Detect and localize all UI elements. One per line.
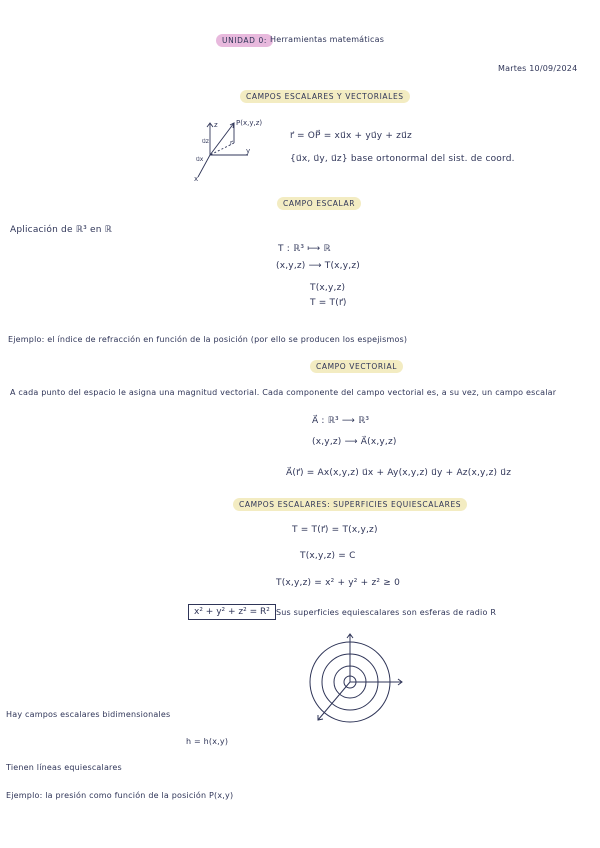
pressure-example: Ejemplo: la presión como función de la posición P(x,y)	[6, 791, 234, 800]
scalar-example: Ejemplo: el índice de refracción en función de la posición (por ello se producen los espejismos)	[8, 335, 408, 344]
sphere-equation-box: x² + y² + z² = R²	[188, 604, 276, 620]
position-vector-equation: r⃗ = OP⃗ = xu⃗x + yu⃗y + zu⃗z	[290, 131, 412, 141]
concentric-circles-diagram	[302, 634, 402, 734]
section-title-equiscalar-surfaces: CAMPOS ESCALARES: SUPERFICIES EQUIESCALARES	[233, 498, 467, 511]
h-function-equation: h = h(x,y)	[186, 737, 229, 746]
equiscalar-eq-3: T(x,y,z) = x² + y² + z² ≥ 0	[276, 578, 400, 588]
unit-badge: UNIDAD 0:	[216, 34, 273, 47]
vector-field-intro: A cada punto del espacio le asigna una magnitud vectorial. Cada componente del campo vectorial es, a su vez, un campo escalar	[10, 388, 557, 397]
scalar-map-line2: (x,y,z) ⟶ T(x,y,z)	[276, 261, 360, 271]
axis-label-x: x	[194, 175, 199, 183]
scalar-map-line1: T : ℝ³ ⟼ ℝ	[278, 244, 331, 254]
point-label-p: P(x,y,z)	[236, 119, 263, 127]
scalar-field-intro: Aplicación de ℝ³ en ℝ	[10, 225, 112, 235]
vector-map-line1: A⃗ : ℝ³ ⟶ ℝ³	[312, 416, 370, 426]
equiscalar-eq-2: T(x,y,z) = C	[300, 551, 356, 561]
bidimensional-fields-text: Hay campos escalares bidimensionales	[6, 710, 171, 719]
scalar-def-1: T(x,y,z)	[310, 283, 346, 293]
sphere-surfaces-note: Sus superficies equiescalares son esferas de radio R	[276, 608, 497, 617]
scalar-def-2: T = T(r⃗)	[310, 298, 347, 308]
equiscalar-lines-text: Tienen líneas equiescalares	[6, 763, 122, 772]
orthonormal-basis-text: {u⃗x, u⃗y, u⃗z} base ortonormal del sist. de coord.	[290, 154, 515, 164]
vector-label-r: r⃗	[230, 140, 233, 147]
section-title-vector-field: CAMPO VECTORIAL	[310, 360, 403, 373]
vector-label-uz: u⃗z	[202, 138, 209, 145]
axis-label-y: y	[246, 147, 251, 155]
equiscalar-eq-1: T = T(r⃗) = T(x,y,z)	[292, 525, 378, 535]
axis-label-z: z	[214, 121, 218, 129]
coordinate-axes-diagram	[190, 115, 270, 185]
vector-map-line2: (x,y,z) ⟶ A⃗(x,y,z)	[312, 437, 397, 447]
section-title-scalar-field: CAMPO ESCALAR	[277, 197, 361, 210]
vector-components-equation: A⃗(r⃗) = Ax(x,y,z) u⃗x + Ay(x,y,z) u⃗y + Az(x,y,z) u⃗z	[286, 468, 512, 478]
vector-label-ux: u⃗x	[196, 156, 204, 163]
section-title-scalar-vector-fields: CAMPOS ESCALARES Y VECTORIALES	[240, 90, 410, 103]
unit-title: Herramientas matemáticas	[270, 35, 385, 44]
date: Martes 10/09/2024	[498, 64, 578, 73]
